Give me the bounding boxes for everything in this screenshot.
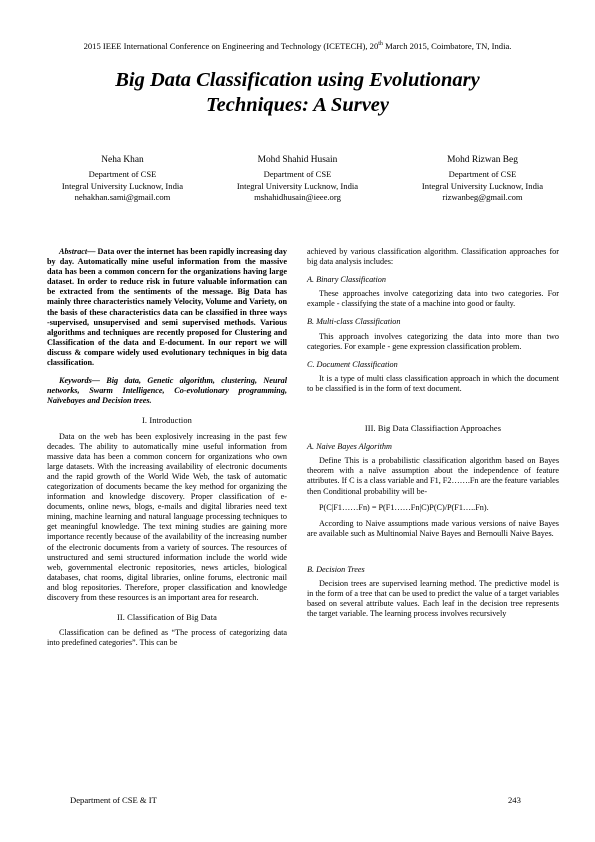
- page-number: 243: [508, 795, 521, 805]
- introduction-text: Data on the web has been explosively increasing in the past few decades. The ability to automatically mine useful information from massive data has been a common concern for organizations who own large datasets. With the increasing availability of electronic documents and the rapid growth of the World Wide Web, the task of automatic categorization of documents became the key method for organizing the information and knowledge discovery. Proper classification of e-documents, online news, blogs, e-mails and digital libraries need text mining, machine learning and natural language processing techniques to get meaningful knowledge. The text mining studies are gaining more importance recently because of the availability of the increasing number of the electronic documents from a variety of sources. The resources of unstructured and semi structured information include the world wide web, governmental electronic repositories, news articles, biological databases, chat rooms, digital libraries, online forums, electronic mail and blog repositories. Therefore, proper classification and knowledge discovery from these resources is an important area for research.: [47, 431, 287, 602]
- author-org: Integral University Lucknow, India: [421, 180, 544, 191]
- author-org: Integral University Lucknow, India: [61, 180, 184, 191]
- abstract: [47, 247, 287, 368]
- author-1: [30, 155, 215, 204]
- conference-header: [0, 39, 595, 52]
- section-heading-approaches: III. Big Data Classifiaction Approaches: [364, 424, 502, 434]
- abstract-lead: Abstract: [59, 247, 88, 256]
- subsection-heading-multiclass: B. Multi-class Classification: [307, 317, 401, 327]
- keywords: Keywords— Big data, Genetic algorithm, clustering, Neural networks, Swarm Intelligence, Co-evolutionary programming, Naïvebayes and Decision trees.: [47, 376, 287, 406]
- author-org: Integral University Lucknow, India: [236, 180, 359, 191]
- author-email: nehakhan.sami@gmail.com: [74, 192, 171, 203]
- naive-bayes-text: Define This is a probabilistic classification algorithm based on Bayes theorem with a naïve assumption about the independence of feature attributes. If C is a class variable and F1, F2…….Fn are the feature variables then Conditional probability will be-: [307, 456, 559, 496]
- subsection-heading-binary: A. Binary Classification: [307, 275, 386, 285]
- author-dept: Department of CSE: [88, 169, 157, 180]
- conference-header-prefix: 2015 IEEE International Conference on Engineering and Technology (ICETECH), 20: [83, 40, 379, 51]
- naive-bayes-text-2: According to Naive assumptions made various versions of naive Bayes are available such as Multinomial Naive Bayes and Bernoulli Naive Bayes.: [307, 518, 559, 538]
- paper-title: [40, 68, 555, 118]
- author-name: Mohd Shahid Husain: [257, 155, 338, 165]
- right-column: [307, 247, 559, 619]
- author-email: rizwanbeg@gmail.com: [442, 192, 523, 203]
- decision-trees-text: Decision trees are supervised learning method. The predictive model is in the form of a tree that can be used to predict the value of a target variables based on several attribute values. Each leaf in the decision tree represents the target variable. The learning process involves recursively: [307, 578, 559, 619]
- abstract-text: — Data over the internet has been rapidly increasing day by day. Automatically mine useful information from the massive data has been a common concern for the organizations having large dataset. In order to reduce risk in future valuable information can be extracted from the sentiments of the message. Big Data has mainly three characteristics namely Velocity, Volume and Variety, on the basis of these characteristics data can be classified in three ways -supervised, unsupervised and semi supervised methods. Various algorithms and techniques are recently proposed for Clustering and Classification of the data and E-document. In our report we will discuss & compare widely used evolutionary techniques in big data classification.: [47, 247, 287, 368]
- author-2: [205, 155, 390, 204]
- left-column: [47, 247, 287, 648]
- section-heading-classification: II. Classification of Big Data: [117, 613, 217, 623]
- author-email: mshahidhusain@ieee.org: [254, 192, 341, 203]
- author-name: Neha Khan: [101, 155, 144, 165]
- classification-text: Classification can be defined as “The process of categorizing data into predefined categories”. This can be: [47, 628, 287, 648]
- author-3: [390, 155, 575, 204]
- multiclass-classification-text: This approach involves categorizing the data into more than two categories. For example - gene expression classification problem.: [307, 331, 559, 351]
- subsection-heading-decision-trees: B. Decision Trees: [307, 564, 365, 574]
- binary-classification-text: These approaches involve categorizing data into two categories. For example - classifying the state of a machine into good or faulty.: [307, 289, 559, 309]
- document-classification-text: It is a type of multi class classification approach in which the document to be classified is in the form of text document.: [307, 373, 559, 393]
- subsection-heading-document: C. Document Classification: [307, 359, 398, 369]
- footer-department: Department of CSE & IT: [70, 795, 157, 805]
- conference-header-sup: th: [378, 41, 383, 47]
- author-name: Mohd Rizwan Beg: [447, 155, 518, 165]
- paper-title-line2: Techniques: A Survey: [206, 94, 389, 116]
- paper-title-line1: Big Data Classification using Evolutionary: [115, 69, 480, 91]
- section-heading-introduction: I. Introduction: [142, 416, 192, 426]
- classification-continued-text: achieved by various classification algorithm. Classification approaches for big data analysis includes:: [307, 247, 559, 267]
- conference-header-suffix: March 2015, Coimbatore, TN, India.: [382, 40, 512, 51]
- subsection-heading-naive-bayes: A. Naive Bayes Algorithm: [307, 442, 392, 452]
- author-dept: Department of CSE: [448, 169, 517, 180]
- bayes-formula: P(C|F1……Fn) = P(F1……Fn|C)P(C)/P(F1…..Fn).: [319, 502, 489, 512]
- author-dept: Department of CSE: [263, 169, 332, 180]
